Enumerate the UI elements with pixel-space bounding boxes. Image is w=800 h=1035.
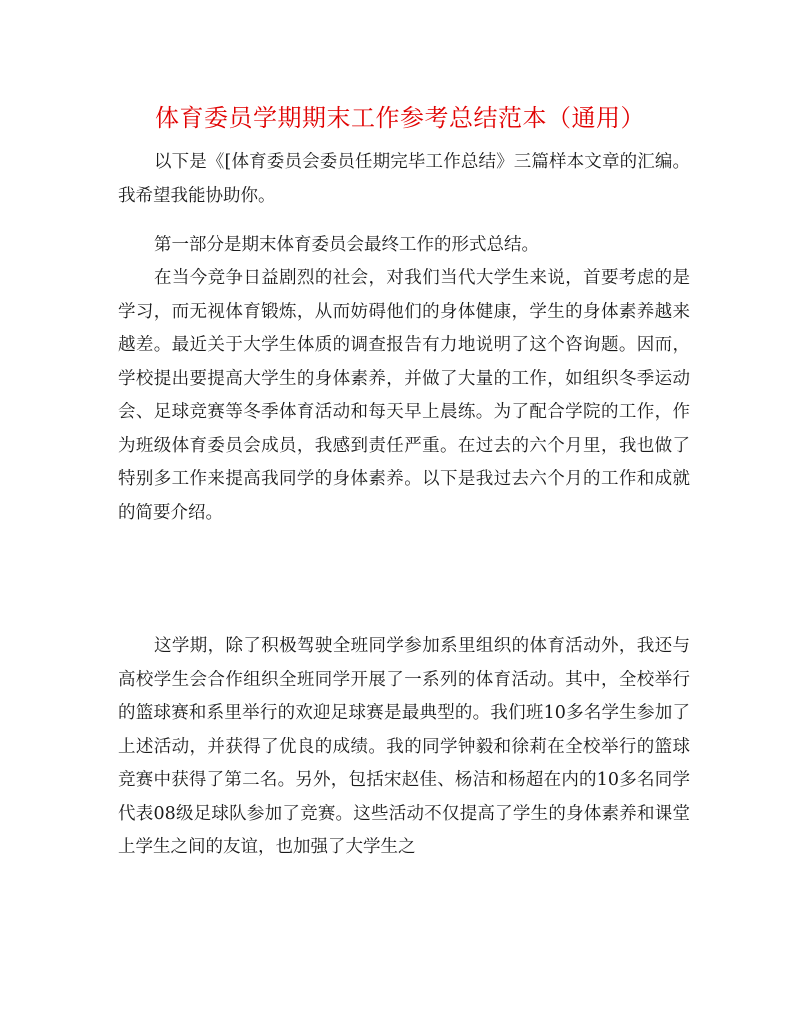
document-title: 体育委员学期期末工作参考总结范本（通用）	[155, 104, 645, 132]
paragraph-background: 在当今竞争日益剧烈的社会，对我们当代大学生来说，首要考虑的是学习，而无视体育锻炼，从而妨碍他们的身体健康，学生的身体素养越来越差。最近关于大学生体质的调查报告有力地说明了这个咨询题。因而，学校提出要提高大学生的身体素养，并做了大量的工作，如组织冬季运动会、足球竞赛等冬季体育活动和每天早上晨练。为了配合学院的工作，作为班级体育委员会成员，我感到责任严重。在过去的六个月里，我也做了特别多工作来提高我同学的身体素养。以下是我过去六个月的工作和成就的简要介绍。	[118, 268, 690, 523]
paragraph-activities: 这学期，除了积极驾驶全班同学参加系里组织的体育活动外，我还与高校学生会合作组织全班同学开展了一系列的体育活动。其中，全校举行的篮球赛和系里举行的欢迎足球赛是最典型的。我们班10多名学生参加了上述活动，并获得了优良的成绩。我的同学钟毅和徐莉在全校举行的篮球竞赛中获得了第二名。另外，包括宋赵佳、杨洁和杨超在内的10多名同学代表08级足球队参加了竞赛。这些活动不仅提高了学生的身体素养和课堂上学生之间的友谊，也加强了大学生之	[118, 636, 690, 857]
paragraph-part-one: 第一部分是期末体育委员会最终工作的形式总结。	[154, 235, 539, 255]
paragraph-intro: 以下是《[体育委员会委员任期完毕工作总结》三篇样本文章的汇编。我希望我能协助你。	[118, 152, 690, 206]
